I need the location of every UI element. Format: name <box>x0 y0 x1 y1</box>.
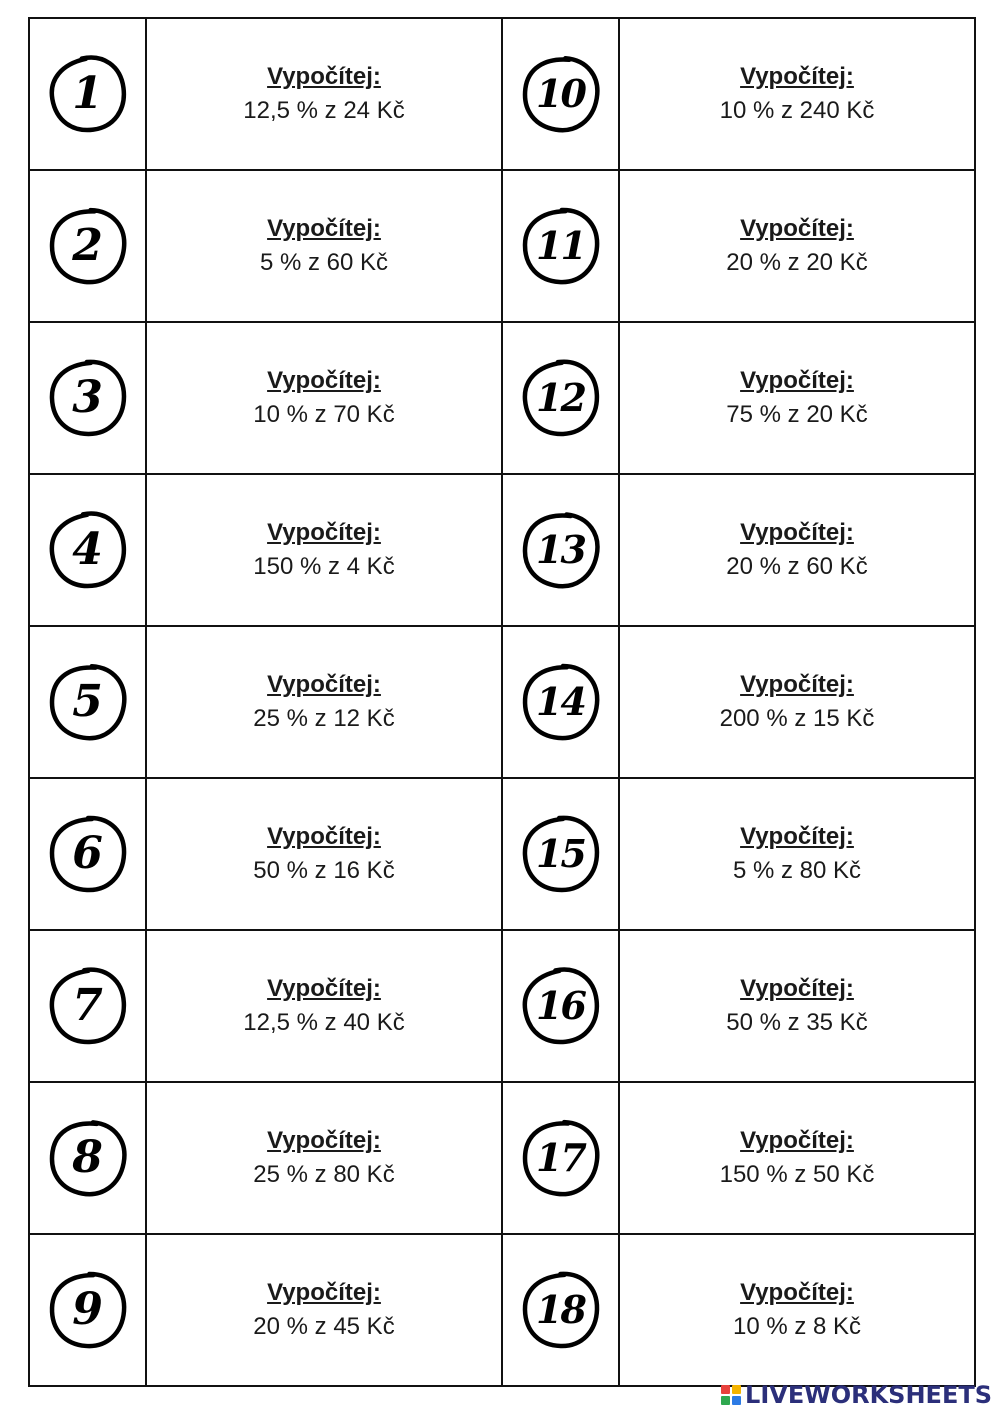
circled-number-icon <box>521 814 601 894</box>
task-title: Vypočítej: <box>740 1127 854 1154</box>
task-number: 11 <box>536 223 585 268</box>
task-title: Vypočítej: <box>740 367 854 394</box>
task-number: 16 <box>536 983 585 1028</box>
circled-number-icon <box>521 1118 601 1198</box>
task-title: Vypočítej: <box>267 1279 381 1306</box>
circled-number-icon <box>48 1118 128 1198</box>
task-number: 3 <box>72 372 103 423</box>
task-title: Vypočítej: <box>267 823 381 850</box>
task-number: 4 <box>72 524 103 575</box>
task-number-cell <box>29 626 146 778</box>
task-title: Vypočítej: <box>740 63 854 90</box>
task-card <box>146 626 502 778</box>
task-card <box>619 474 975 626</box>
circled-number-icon <box>521 1270 601 1350</box>
circled-number-icon <box>48 662 128 742</box>
task-number-cell <box>502 322 619 474</box>
task-number-cell <box>502 18 619 170</box>
task-row <box>29 170 975 322</box>
task-number-cell <box>502 170 619 322</box>
task-card <box>619 170 975 322</box>
circled-number-icon <box>521 510 601 590</box>
task-title: Vypočítej: <box>267 671 381 698</box>
task-cards-body <box>29 18 975 1386</box>
task-expression: 5 % z 80 Kč <box>732 857 862 884</box>
liveworksheets-logo-icon <box>721 1385 741 1405</box>
task-card <box>146 474 502 626</box>
task-title: Vypočítej: <box>740 671 854 698</box>
circled-number-icon <box>48 1270 128 1350</box>
task-title: Vypočítej: <box>267 975 381 1002</box>
task-card <box>146 1234 502 1386</box>
circled-number-icon <box>521 358 601 438</box>
task-number-cell <box>29 778 146 930</box>
task-number: 8 <box>72 1132 103 1183</box>
task-title: Vypočítej: <box>267 1127 381 1154</box>
task-number: 12 <box>536 375 585 420</box>
task-number-cell <box>502 778 619 930</box>
task-expression: 20 % z 45 Kč <box>253 1313 395 1340</box>
task-row <box>29 1082 975 1234</box>
logo-square-red <box>721 1385 730 1394</box>
task-title: Vypočítej: <box>740 215 854 242</box>
task-row <box>29 626 975 778</box>
task-number-cell <box>502 1082 619 1234</box>
circled-number-icon <box>48 814 128 894</box>
task-number-cell <box>502 930 619 1082</box>
task-expression: 20 % z 60 Kč <box>726 553 868 580</box>
task-number-cell <box>29 322 146 474</box>
task-cards-table <box>28 17 976 1387</box>
circled-number-icon <box>48 358 128 438</box>
task-number-cell <box>29 1234 146 1386</box>
task-title: Vypočítej: <box>267 215 381 242</box>
task-number: 14 <box>536 679 585 724</box>
task-number: 13 <box>536 527 585 572</box>
task-expression: 12,5 % z 24 Kč <box>243 97 405 124</box>
circled-number-icon <box>48 510 128 590</box>
task-card <box>619 1082 975 1234</box>
task-number: 7 <box>72 980 103 1031</box>
task-expression: 25 % z 12 Kč <box>253 705 395 732</box>
task-number-cell <box>29 18 146 170</box>
task-row <box>29 18 975 170</box>
task-number: 5 <box>72 676 103 727</box>
task-number: 2 <box>72 220 103 271</box>
task-card <box>146 322 502 474</box>
logo-square-blue <box>732 1396 741 1405</box>
task-title: Vypočítej: <box>740 823 854 850</box>
task-expression: 50 % z 16 Kč <box>253 857 395 884</box>
circled-number-icon <box>48 54 128 134</box>
task-row <box>29 1234 975 1386</box>
task-number: 9 <box>72 1284 103 1335</box>
task-card <box>619 18 975 170</box>
task-row <box>29 474 975 626</box>
task-number-cell <box>29 474 146 626</box>
task-row <box>29 778 975 930</box>
task-title: Vypočítej: <box>267 63 381 90</box>
task-number: 1 <box>72 68 103 119</box>
task-card <box>619 1234 975 1386</box>
circled-number-icon <box>521 662 601 742</box>
task-title: Vypočítej: <box>267 367 381 394</box>
logo-square-green <box>721 1396 730 1405</box>
task-number: 17 <box>536 1135 585 1180</box>
task-expression: 200 % z 15 Kč <box>719 705 875 732</box>
task-number-cell <box>29 930 146 1082</box>
task-card <box>146 1082 502 1234</box>
task-expression: 10 % z 240 Kč <box>719 97 875 124</box>
task-expression: 20 % z 20 Kč <box>726 249 868 276</box>
task-expression: 75 % z 20 Kč <box>726 401 868 428</box>
liveworksheets-brand <box>721 1382 992 1408</box>
task-card <box>619 626 975 778</box>
task-title: Vypočítej: <box>740 1279 854 1306</box>
task-card <box>619 930 975 1082</box>
task-card <box>146 930 502 1082</box>
task-number-cell <box>502 626 619 778</box>
task-expression: 150 % z 4 Kč <box>253 553 395 580</box>
task-title: Vypočítej: <box>740 519 854 546</box>
task-expression: 25 % z 80 Kč <box>253 1161 395 1188</box>
brand-name: LIVEWORKSHEETS <box>745 1381 992 1409</box>
task-number: 18 <box>536 1287 585 1332</box>
task-title: Vypočítej: <box>267 519 381 546</box>
task-expression: 150 % z 50 Kč <box>719 1161 875 1188</box>
task-number-cell <box>502 1234 619 1386</box>
task-expression: 10 % z 8 Kč <box>732 1313 862 1340</box>
task-card <box>619 778 975 930</box>
task-row <box>29 322 975 474</box>
task-card <box>619 322 975 474</box>
task-number-cell <box>29 170 146 322</box>
task-card <box>146 18 502 170</box>
circled-number-icon <box>521 206 601 286</box>
task-row <box>29 930 975 1082</box>
task-number: 10 <box>536 71 585 116</box>
task-number-cell <box>502 474 619 626</box>
task-title: Vypočítej: <box>740 975 854 1002</box>
task-expression: 12,5 % z 40 Kč <box>243 1009 405 1036</box>
task-number: 15 <box>536 831 585 876</box>
task-card <box>146 170 502 322</box>
task-expression: 10 % z 70 Kč <box>253 401 395 428</box>
task-expression: 50 % z 35 Kč <box>726 1009 868 1036</box>
circled-number-icon <box>48 206 128 286</box>
circled-number-icon <box>48 966 128 1046</box>
circled-number-icon <box>521 966 601 1046</box>
logo-square-yellow <box>732 1385 741 1394</box>
task-card <box>146 778 502 930</box>
circled-number-icon <box>521 54 601 134</box>
task-number-cell <box>29 1082 146 1234</box>
task-number: 6 <box>72 828 103 879</box>
task-expression: 5 % z 60 Kč <box>259 249 389 276</box>
